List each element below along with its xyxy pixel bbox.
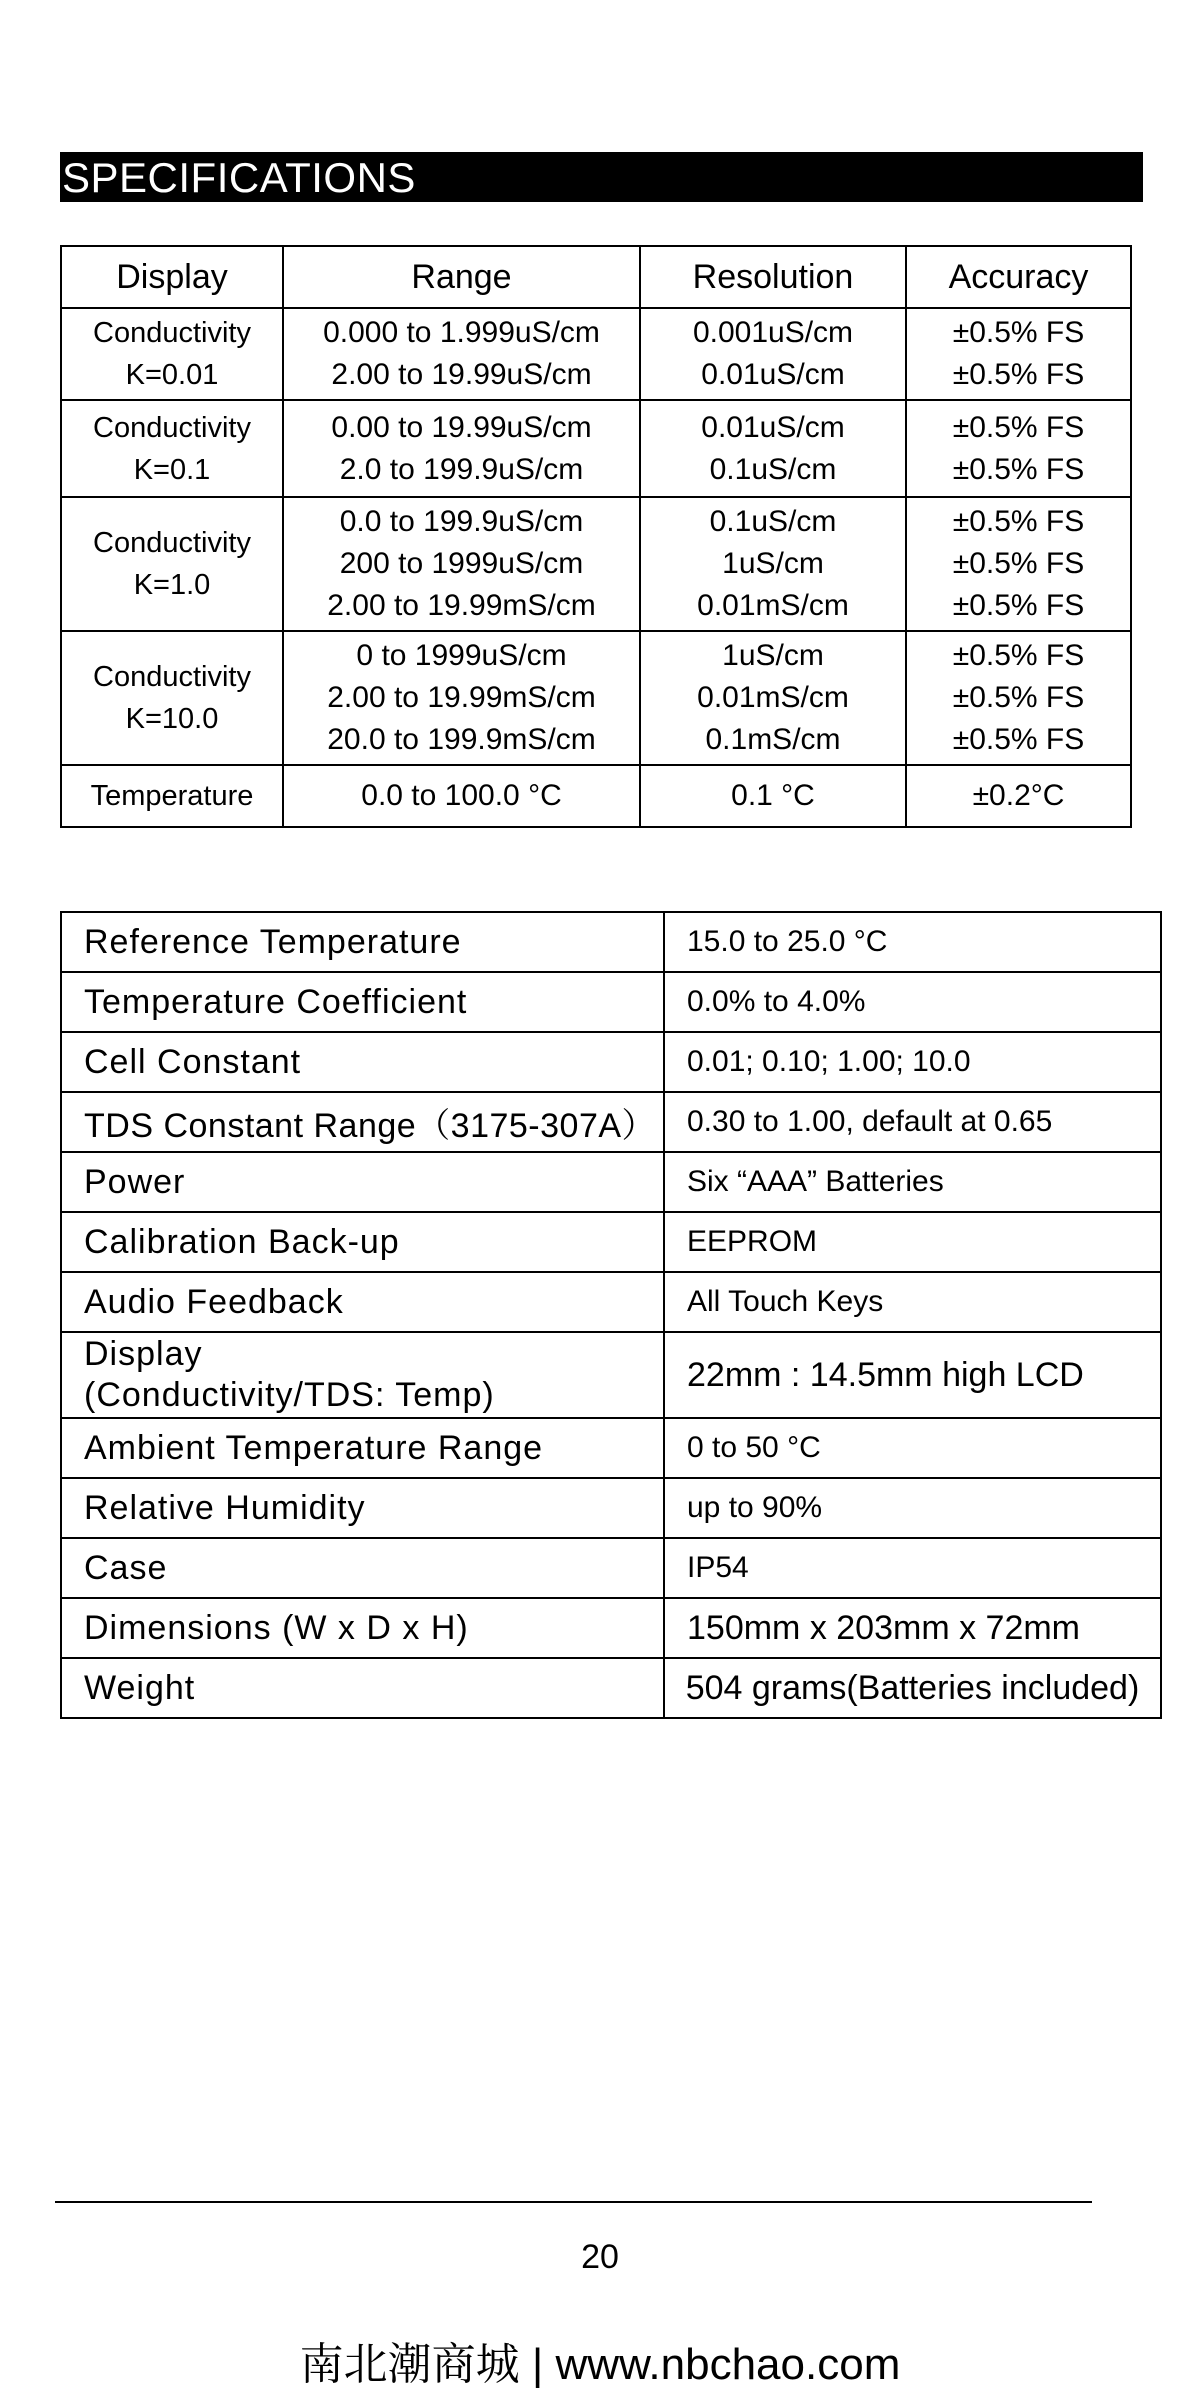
resolution-cell — [640, 765, 906, 827]
accuracy-line: ±0.5% FS — [952, 505, 1085, 538]
spec-value: All Touch Keys — [664, 1272, 1161, 1332]
range-line: 0 to 1999uS/cm — [356, 639, 567, 672]
spec-row-k01 — [61, 400, 1131, 497]
resolution-line: 0.1uS/cm — [709, 505, 837, 538]
spec-label: Audio Feedback — [61, 1272, 664, 1332]
resolution-line: 0.1 °C — [731, 779, 815, 812]
general-row — [61, 1272, 1161, 1332]
range-line: 0.000 to 1.999uS/cm — [323, 316, 600, 349]
display-line: K=0.01 — [125, 359, 219, 391]
general-row — [61, 1598, 1161, 1658]
accuracy-line: ±0.5% FS — [952, 410, 1085, 444]
display-cell — [61, 308, 283, 400]
general-row — [61, 972, 1161, 1032]
spec-row-k100 — [61, 631, 1131, 765]
resolution-line: 1uS/cm — [722, 547, 824, 580]
display-cell — [61, 497, 283, 631]
range-cell — [283, 308, 640, 400]
header-display: Display — [61, 246, 283, 308]
spec-label: Power — [61, 1152, 664, 1212]
accuracy-line: ±0.5% FS — [952, 589, 1085, 622]
range-cell — [283, 765, 640, 827]
header-resolution: Resolution — [640, 246, 906, 308]
footer-divider — [55, 2201, 1092, 2203]
general-row — [61, 1152, 1161, 1212]
spec-label: Calibration Back-up — [61, 1212, 664, 1272]
display-cell — [61, 400, 283, 497]
display-line: Temperature — [90, 780, 254, 812]
spec-value: 0 to 50 °C — [664, 1418, 1161, 1478]
display-line: Conductivity — [93, 317, 251, 349]
spec-label: Cell Constant — [61, 1032, 664, 1092]
range-cell — [283, 400, 640, 497]
spec-value: 22mm : 14.5mm high LCD — [664, 1332, 1161, 1418]
resolution-cell — [640, 308, 906, 400]
range-cell — [283, 631, 640, 765]
spec-label — [61, 1332, 664, 1418]
resolution-line: 0.01uS/cm — [701, 410, 845, 444]
range-line: 2.0 to 199.9uS/cm — [339, 452, 584, 486]
section-title: SPECIFICATIONS — [60, 152, 1143, 202]
header-range: Range — [283, 246, 640, 308]
resolution-line: 0.001uS/cm — [692, 316, 854, 349]
general-row — [61, 1418, 1161, 1478]
spec-label: TDS Constant Range（3175-307A） — [61, 1092, 664, 1152]
resolution-cell — [640, 400, 906, 497]
spec-table — [60, 245, 1132, 828]
spec-label: Temperature Coefficient — [61, 972, 664, 1032]
accuracy-line: ±0.5% FS — [952, 547, 1085, 580]
spec-row-k10 — [61, 497, 1131, 631]
general-row — [61, 1658, 1161, 1718]
resolution-line: 0.01mS/cm — [697, 681, 849, 714]
spec-value: 0.0% to 4.0% — [664, 972, 1161, 1032]
accuracy-line: ±0.5% FS — [952, 452, 1085, 486]
general-row — [61, 1032, 1161, 1092]
accuracy-cell — [906, 497, 1131, 631]
resolution-line: 1uS/cm — [722, 639, 824, 672]
spec-label: Case — [61, 1538, 664, 1598]
spec-row-k001 — [61, 308, 1131, 400]
range-line: 0.0 to 100.0 °C — [361, 779, 562, 812]
resolution-cell — [640, 631, 906, 765]
general-row — [61, 912, 1161, 972]
accuracy-line: ±0.5% FS — [952, 316, 1085, 349]
resolution-cell — [640, 497, 906, 631]
general-row — [61, 1538, 1161, 1598]
spec-value: 15.0 to 25.0 °C — [664, 912, 1161, 972]
display-line: Conductivity — [93, 527, 251, 559]
accuracy-line: ±0.2°C — [972, 779, 1065, 812]
display-line: K=0.1 — [133, 453, 211, 486]
spec-header-row — [61, 246, 1131, 308]
resolution-line: 0.1mS/cm — [705, 723, 841, 756]
spec-label: Reference Temperature — [61, 912, 664, 972]
page-number: 20 — [581, 2238, 619, 2276]
display-line: Conductivity — [93, 411, 251, 444]
range-line: 2.00 to 19.99mS/cm — [327, 589, 596, 622]
general-row — [61, 1332, 1161, 1418]
range-line: 0.00 to 19.99uS/cm — [331, 410, 592, 444]
spec-label: Relative Humidity — [61, 1478, 664, 1538]
range-line: 0.0 to 199.9uS/cm — [339, 505, 584, 538]
spec-value: IP54 — [664, 1538, 1161, 1598]
spec-value: EEPROM — [664, 1212, 1161, 1272]
accuracy-line: ±0.5% FS — [952, 639, 1085, 672]
general-spec-table — [60, 911, 1162, 1719]
accuracy-line: ±0.5% FS — [952, 681, 1085, 714]
spec-row-temperature — [61, 765, 1131, 827]
spec-value: 150mm x 203mm x 72mm — [664, 1598, 1161, 1658]
display-line: K=1.0 — [133, 569, 211, 601]
accuracy-line: ±0.5% FS — [952, 723, 1085, 756]
spec-value: 0.01; 0.10; 1.00; 10.0 — [664, 1032, 1161, 1092]
range-line: 2.00 to 19.99mS/cm — [327, 681, 596, 714]
display-cell — [61, 765, 283, 827]
spec-label: Ambient Temperature Range — [61, 1418, 664, 1478]
display-cell — [61, 631, 283, 765]
general-row — [61, 1478, 1161, 1538]
accuracy-cell — [906, 631, 1131, 765]
spec-value: Six “AAA” Batteries — [664, 1152, 1161, 1212]
header-accuracy: Accuracy — [906, 246, 1131, 308]
spec-value: up to 90% — [664, 1478, 1161, 1538]
spec-label: Weight — [61, 1658, 664, 1718]
accuracy-cell — [906, 400, 1131, 497]
resolution-line: 0.1uS/cm — [709, 452, 837, 486]
resolution-line: 0.01mS/cm — [697, 589, 849, 622]
spec-label-line: Display — [84, 1335, 203, 1373]
spec-label-line: (Conductivity/TDS: Temp) — [84, 1376, 495, 1414]
spec-label: Dimensions (W x D x H) — [61, 1598, 664, 1658]
range-line: 2.00 to 19.99uS/cm — [331, 358, 592, 391]
watermark-text: 南北潮商城 | www.nbchao.com — [299, 2340, 901, 2389]
display-line: K=10.0 — [125, 703, 219, 735]
range-line: 200 to 1999uS/cm — [339, 547, 584, 580]
accuracy-line: ±0.5% FS — [952, 358, 1085, 391]
range-line: 20.0 to 199.9mS/cm — [327, 723, 596, 756]
accuracy-cell — [906, 308, 1131, 400]
accuracy-cell — [906, 765, 1131, 827]
spec-value: 504 grams(Batteries included) — [664, 1658, 1161, 1718]
range-cell — [283, 497, 640, 631]
spec-value: 0.30 to 1.00, default at 0.65 — [664, 1092, 1161, 1152]
general-row — [61, 1212, 1161, 1272]
display-line: Conductivity — [93, 661, 251, 693]
general-row — [61, 1092, 1161, 1152]
resolution-line: 0.01uS/cm — [701, 358, 845, 391]
